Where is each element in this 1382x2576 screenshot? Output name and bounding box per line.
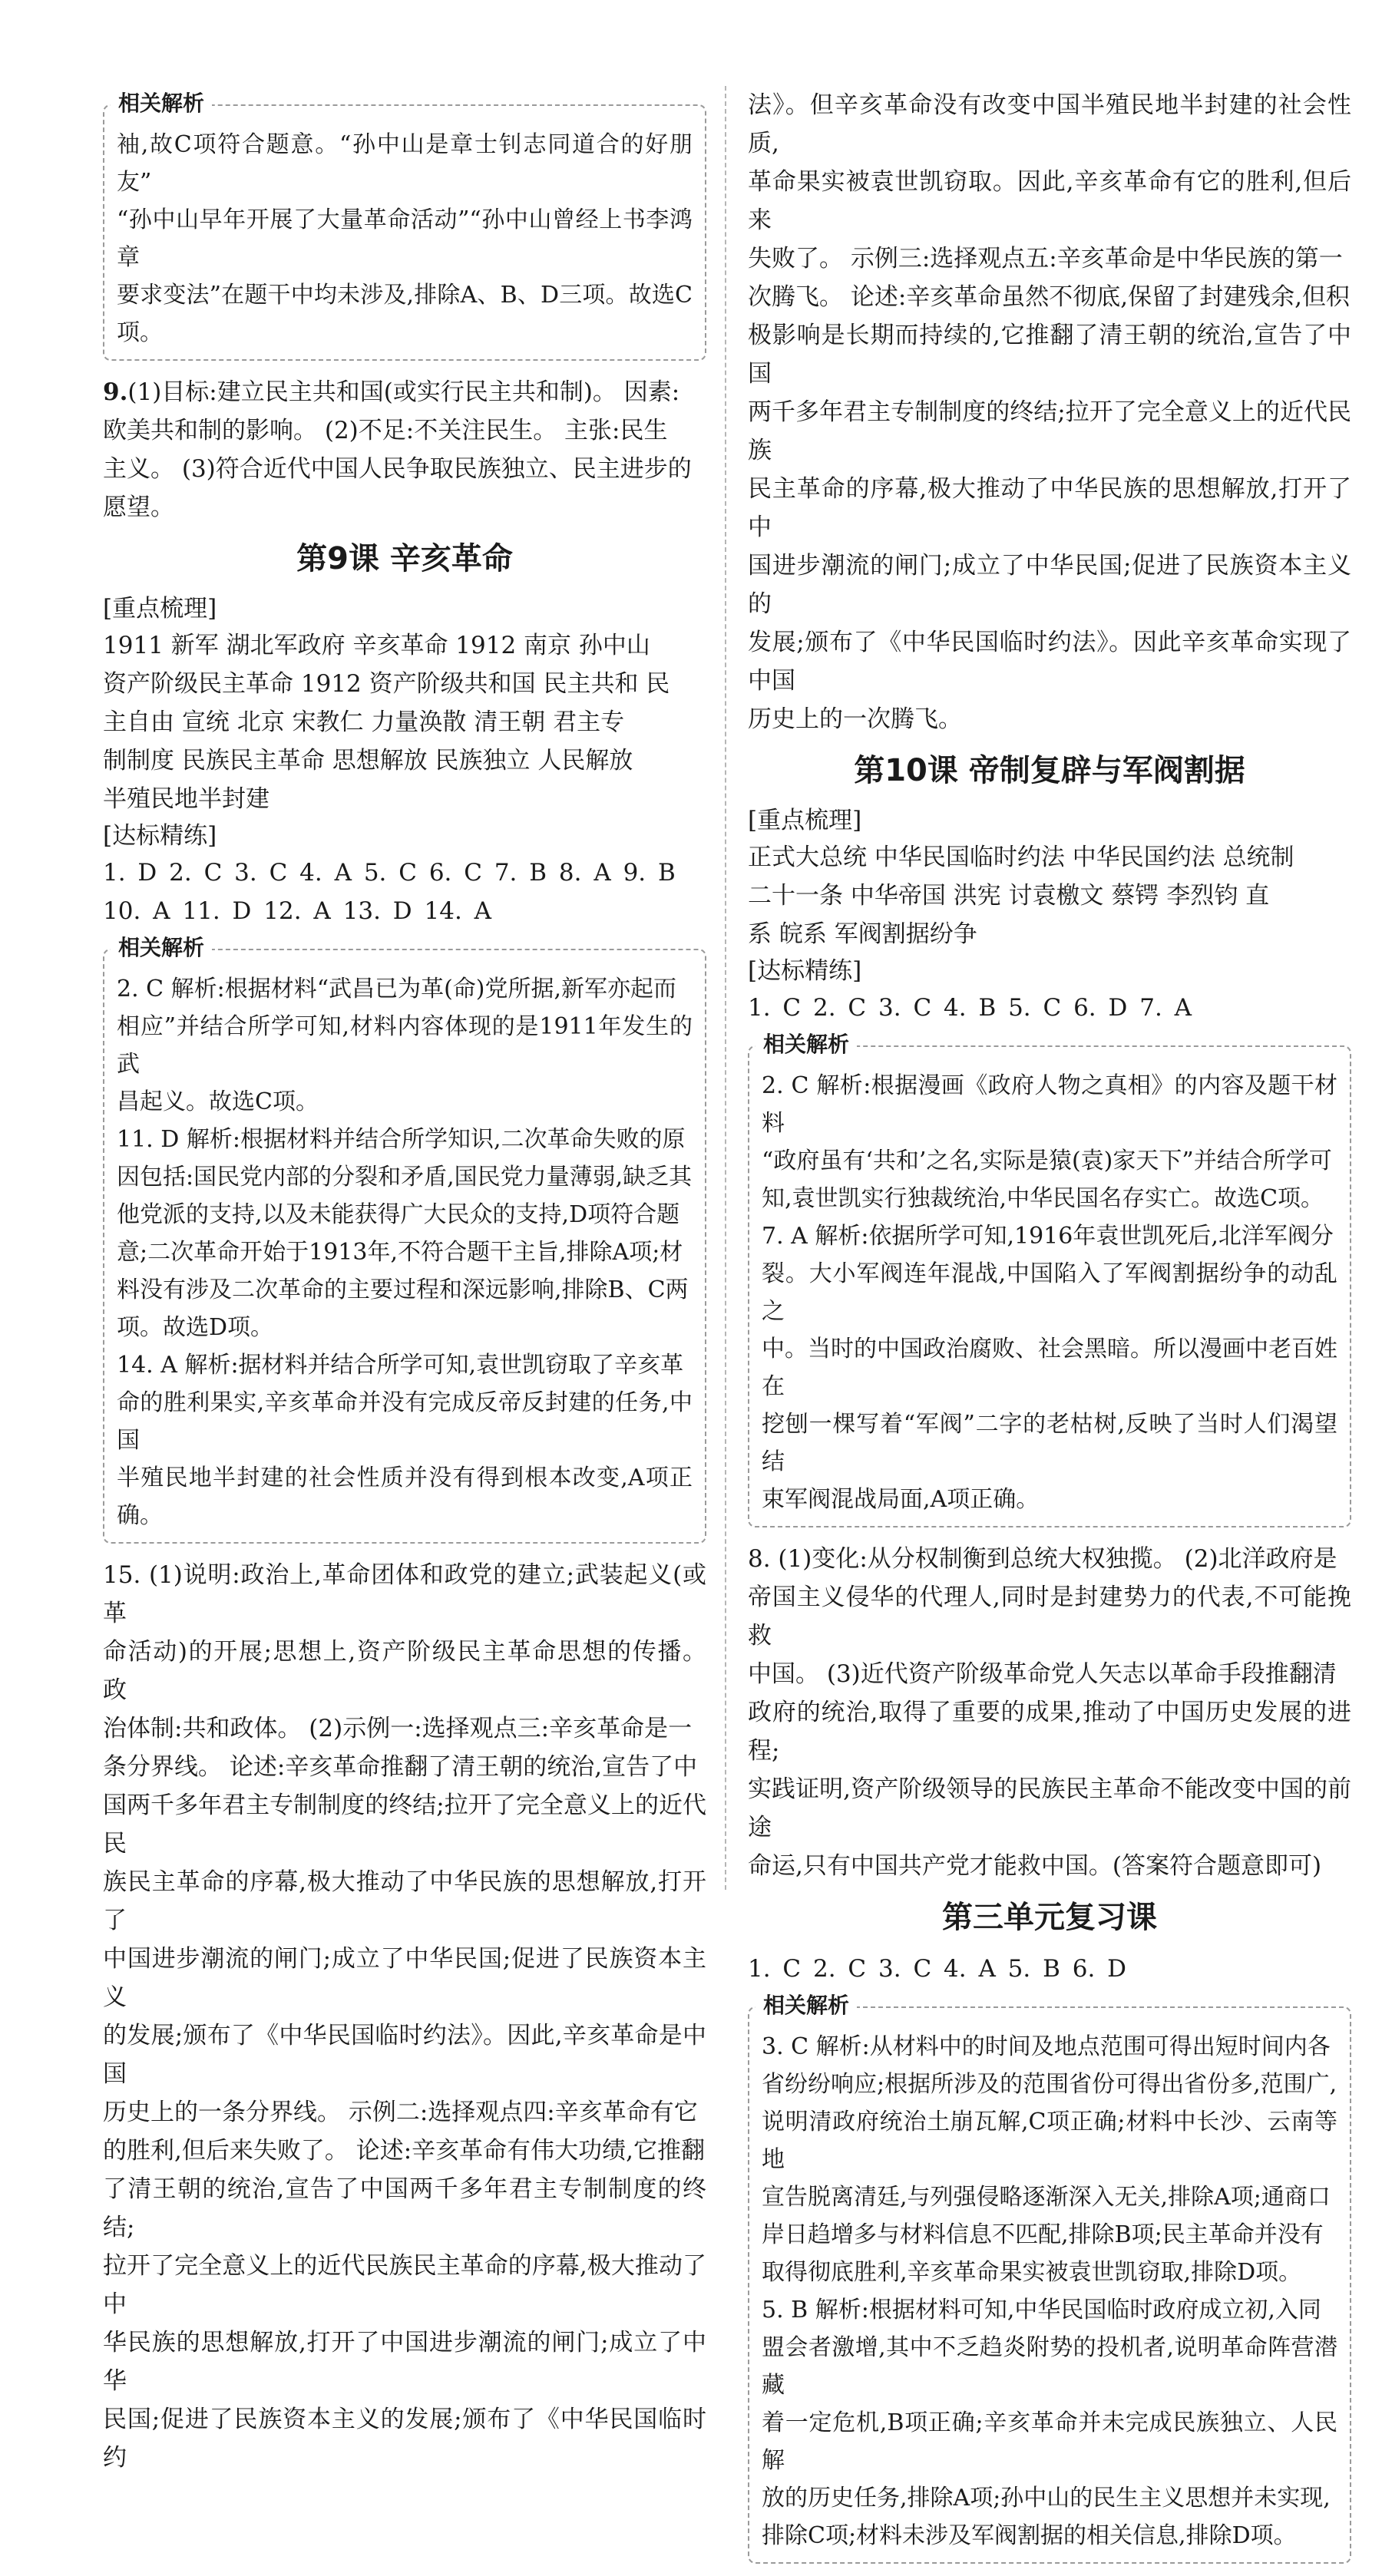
analysis-box-4 xyxy=(748,1993,1351,2564)
text-line: 了清王朝的统治,宣告了中国两千多年君主专制制度的终结; xyxy=(103,2175,706,2241)
analysis-box-3 xyxy=(748,1032,1351,1527)
text-line: 法》。但辛亥革命没有改变中国半殖民地半封建的社会性质, xyxy=(748,91,1351,157)
question-8 xyxy=(748,1540,1351,1885)
text-line: 昌起义。故选C项。 xyxy=(117,1088,319,1115)
text-line: 料没有涉及二次革命的主要过程和深远影响,排除B、C两 xyxy=(117,1276,689,1303)
text-line: 发展;颁布了《中华民国临时约法》。因此辛亥革命实现了中国 xyxy=(748,629,1351,695)
analysis-box-2 xyxy=(103,935,706,1544)
text-line: 系 皖系 军阀割据纷争 xyxy=(748,920,977,948)
text-line: 14. A 解析:据材料并结合所学可知,袁世凯窃取了辛亥革 xyxy=(117,1352,684,1379)
question-9 xyxy=(103,373,706,527)
text-line: 命活动)的开展;思想上,资产阶级民主革命思想的传播。 政 xyxy=(103,1638,706,1704)
text-line: 项。故选D项。 xyxy=(117,1314,274,1341)
text-line: 二十一条 中华帝国 洪宪 讨袁檄文 蔡锷 李烈钧 直 xyxy=(748,882,1270,910)
text-line: 3. C 解析:从材料中的时间及地点范围可得出短时间内各 xyxy=(762,2033,1331,2060)
text-line: 着一定危机,B项正确;辛亥革命并未完成民族独立、人民解 xyxy=(762,2409,1337,2474)
text-line: 命的胜利果实,辛亥革命并没有完成反帝反封建的任务,中国 xyxy=(117,1389,693,1454)
text-line: 5. B 解析:根据材料可知,中华民国临时政府成立初,入同 xyxy=(762,2297,1321,2323)
text-line: 束军阀混战局面,A项正确。 xyxy=(762,1486,1040,1513)
text-line: 的胜利,但后来失败了。 论述:辛亥革命有伟大功绩,它推翻 xyxy=(103,2137,706,2165)
text-line: 正式大总统 中华民国临时约法 中华民国约法 总统制 xyxy=(748,844,1294,871)
text-line: 说明清政府统治土崩瓦解,C项正确;材料中长沙、云南等地 xyxy=(762,2109,1337,2173)
text-line: 岸日趋增多与材料信息不匹配,排除B项;民主革命并没有 xyxy=(762,2221,1324,2248)
text-line: 15. (1)说明:政治上,革命团体和政党的建立;武装起义(或革 xyxy=(103,1561,706,1627)
text-line: 他党派的支持,以及未能获得广大民众的支持,D项符合题 xyxy=(117,1201,680,1228)
text-line: 宣告脱离清廷,与列强侵略逐渐深入无关,排除A项;通商口 xyxy=(762,2184,1331,2211)
lesson-9-title: 第9课 辛亥革命 xyxy=(296,541,513,576)
text-line: 治体制:共和政体。 (2)示例一:选择观点三:辛亥革命是一 xyxy=(103,1715,693,1742)
analysis-label: 相关解析 xyxy=(755,1991,857,2020)
text-line: 放的历史任务,排除A项;孙中山的民生主义思想并未实现, xyxy=(762,2485,1331,2512)
text-line: 两千多年君主专制制度的终结;拉开了完全意义上的近代民族 xyxy=(748,398,1351,464)
text-line: 要求变法”在题干中均未涉及,排除A、B、D三项。故选C项。 xyxy=(117,282,693,346)
lesson-10-key-points xyxy=(748,803,1351,1027)
text-line: 拉开了完全意义上的近代民族民主革命的序幕,极大推动了中 xyxy=(103,2252,706,2318)
text-line: 国进步潮流的闸门;成立了中华民国;促进了民族资本主义的 xyxy=(748,552,1351,618)
text-line: 挖刨一棵写着“军阀”二字的老枯树,反映了当时人们渴望结 xyxy=(762,1411,1337,1475)
text-line: 极影响是长期而持续的,它推翻了清王朝的统治,宣告了中国 xyxy=(748,322,1351,388)
practice-tag: [达标精练] xyxy=(103,822,217,850)
lesson-9-key-points xyxy=(103,591,706,930)
text-line: 历史上的一次腾飞。 xyxy=(748,705,962,733)
text-line: “政府虽有‘共和’之名,实际是猿(袁)家天下”并结合所学可 xyxy=(762,1148,1332,1174)
text-line: 族民主革命的序幕,极大推动了中华民族的思想解放,打开了 xyxy=(103,1868,706,1934)
text-line: 排除C项;材料未涉及军阀割据的相关信息,排除D项。 xyxy=(762,2522,1297,2549)
unit-review-title: 第三单元复习课 xyxy=(942,1900,1157,1935)
text-line: 失败了。 示例三:选择观点五:辛亥革命是中华民族的第一 xyxy=(748,245,1343,272)
text-line: 革命果实被袁世凯窃取。因此,辛亥革命有它的胜利,但后来 xyxy=(748,168,1351,234)
text-line: 国两千多年君主专制制度的终结;拉开了完全意义上的近代民 xyxy=(103,1792,706,1858)
text-line: 帝国主义侵华的代理人,同时是封建势力的代表,不可能挽救 xyxy=(748,1584,1351,1650)
text-line: 知,袁世凯实行独裁统治,中华民国名存实亡。故选C项。 xyxy=(762,1185,1324,1212)
question-15-continued xyxy=(748,86,1351,738)
text-line: 主自由 宣统 北京 宋教仁 力量涣散 清王朝 君主专 xyxy=(103,708,625,736)
text-line: 半殖民地半封建的社会性质并没有得到根本改变,A项正确。 xyxy=(117,1465,693,1529)
answer-line: 1. C 2. C 3. C 4. A 5. B 6. D xyxy=(748,1955,1127,1983)
text-line: 1911 新军 湖北军政府 辛亥革命 1912 南京 孙中山 xyxy=(103,632,650,659)
text-line: 取得彻底胜利,辛亥革命果实被袁世凯窃取,排除D项。 xyxy=(762,2259,1302,2286)
text-line: 因包括:国民党内部的分裂和矛盾,国民党力量薄弱,缺乏其 xyxy=(117,1164,693,1191)
text-line: 相应”并结合所学可知,材料内容体现的是1911年发生的武 xyxy=(117,1013,693,1078)
text-line: “孙中山早年开展了大量革命活动”“孙中山曾经上书李鸿章 xyxy=(117,206,693,271)
text-line: 愿望。 xyxy=(103,494,174,521)
key-points-tag: [重点梳理] xyxy=(103,595,217,623)
question-15 xyxy=(103,1556,706,2477)
text-line: 意;二次革命开始于1913年,不符合题干主旨,排除A项;材 xyxy=(117,1239,683,1266)
analysis-label: 相关解析 xyxy=(111,89,212,118)
text-line: 省纷纷响应;根据所涉及的范围省份可得出省份多,范围广, xyxy=(762,2071,1337,2098)
text-line: 8. (1)变化:从分权制衡到总统大权独揽。 (2)北洋政府是 xyxy=(748,1545,1337,1573)
text-line: 袖,故C项符合题意。“孙中山是章士钊志同道合的好朋友” xyxy=(117,131,693,196)
text-line: 民主革命的序幕,极大推动了中华民族的思想解放,打开了中 xyxy=(748,475,1351,541)
text-line: 中国进步潮流的闸门;成立了中华民国;促进了民族资本主义 xyxy=(103,1945,706,2011)
text-line: (1)目标:建立民主共和国(或实行民主共和制)。 因素: xyxy=(127,378,680,406)
answer-line: 1. C 2. C 3. C 4. B 5. C 6. D 7. A xyxy=(748,994,1192,1022)
text-line: 2. C 解析:根据材料“武昌已为革(命)党所据,新军亦起而 xyxy=(117,976,677,1002)
right-column xyxy=(748,86,1351,2576)
text-line: 制制度 民族民主革命 思想解放 民族独立 人民解放 xyxy=(103,747,633,774)
column-divider xyxy=(725,86,726,1890)
analysis-label: 相关解析 xyxy=(755,1030,857,1059)
answer-line: 10. A 11. D 12. A 13. D 14. A xyxy=(103,897,492,925)
text-line: 裂。大小军阀连年混战,中国陷入了军阀割据纷争的动乱之 xyxy=(762,1260,1337,1325)
text-line: 的发展;颁布了《中华民国临时约法》。因此,辛亥革命是中国 xyxy=(103,2022,706,2088)
text-line: 条分界线。 论述:辛亥革命推翻了清王朝的统治,宣告了中 xyxy=(103,1753,698,1781)
answer-line: 1. D 2. C 3. C 4. A 5. C 6. C 7. B 8. A 9. B xyxy=(103,859,676,887)
text-line: 2. C 解析:根据漫画《政府人物之真相》的内容及题干材料 xyxy=(762,1072,1337,1137)
text-line: 盟会者激增,其中不乏趋炎附势的投机者,说明革命阵营潜藏 xyxy=(762,2334,1337,2399)
left-column xyxy=(103,86,706,2477)
question-number: 9. xyxy=(103,378,128,406)
text-line: 历史上的一条分界线。 示例二:选择观点四:辛亥革命有它 xyxy=(103,2099,698,2126)
text-line: 11. D 解析:根据材料并结合所学知识,二次革命失败的原 xyxy=(117,1126,686,1153)
text-line: 实践证明,资产阶级领导的民族民主革命不能改变中国的前途 xyxy=(748,1775,1351,1841)
text-line: 次腾飞。 论述:辛亥革命虽然不彻底,保留了封建残余,但积 xyxy=(748,283,1351,311)
text-line: 民国;促进了民族资本主义的发展;颁布了《中华民国临时约 xyxy=(103,2406,706,2472)
text-line: 主义。 (3)符合近代中国人民争取民族独立、民主进步的 xyxy=(103,455,692,483)
text-line: 半殖民地半封建 xyxy=(103,785,269,813)
text-line: 命运,只有中国共产党才能救中国。(答案符合题意即可) xyxy=(748,1852,1322,1880)
analysis-label: 相关解析 xyxy=(111,933,212,963)
text-line: 中。当时的中国政治腐败、社会黑暗。所以漫画中老百姓在 xyxy=(762,1336,1337,1400)
text-line: 华民族的思想解放,打开了中国进步潮流的闸门;成立了中华 xyxy=(103,2329,706,2395)
text-line: 欧美共和制的影响。 (2)不足:不关注民生。 主张:民生 xyxy=(103,417,668,444)
text-line: 政府的统治,取得了重要的成果,推动了中国历史发展的进程; xyxy=(748,1699,1351,1765)
practice-tag: [达标精练] xyxy=(748,957,862,985)
analysis-box-1 xyxy=(103,91,706,361)
text-line: 资产阶级民主革命 1912 资产阶级共和国 民主共和 民 xyxy=(103,670,670,698)
key-points-tag: [重点梳理] xyxy=(748,807,862,834)
text-line: 7. A 解析:依据所学可知,1916年袁世凯死后,北洋军阀分 xyxy=(762,1223,1334,1250)
text-line: 中国。 (3)近代资产阶级革命党人矢志以革命手段推翻清 xyxy=(748,1660,1337,1688)
lesson-10-title: 第10课 帝制复辟与军阀割据 xyxy=(854,753,1245,788)
